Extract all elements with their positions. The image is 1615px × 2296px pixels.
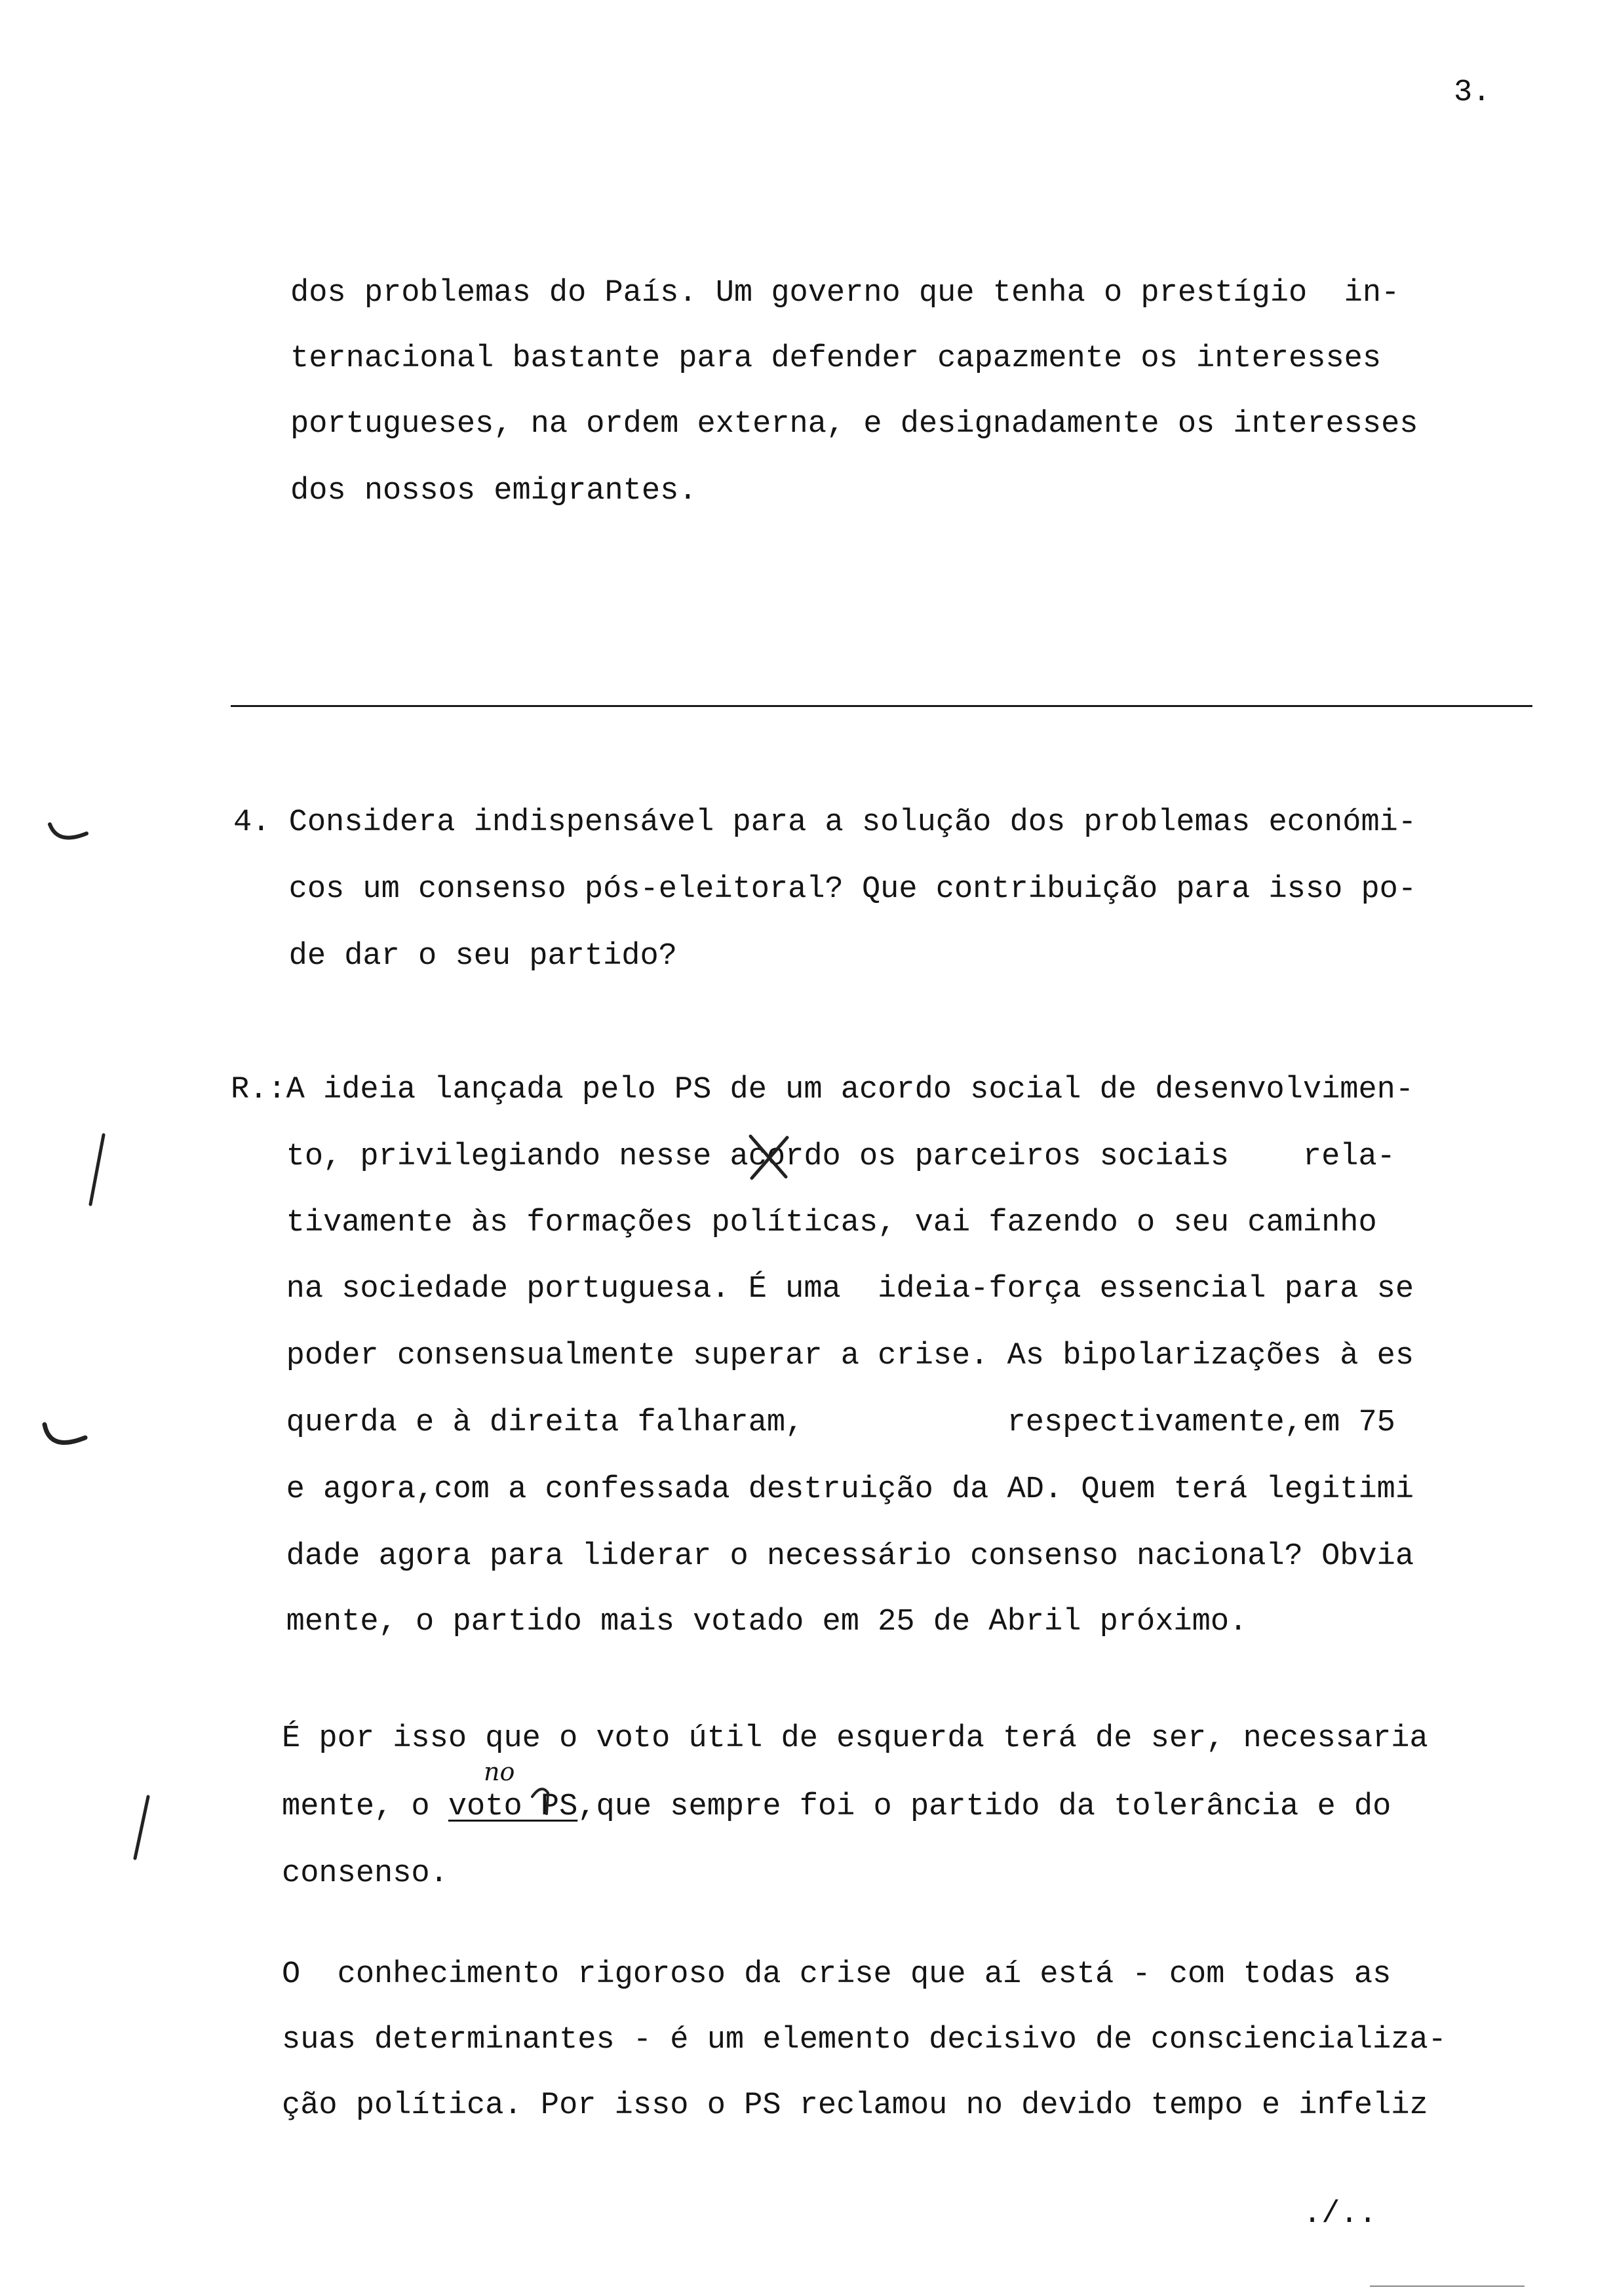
- text-line: tivamente às formações políticas, vai fazendo o seu caminho: [231, 1206, 1377, 1240]
- text-line: R.:A ideia lançada pelo PS de um acordo social de desenvolvimen-: [231, 1073, 1414, 1107]
- text-line: [282, 1791, 1391, 1822]
- section-divider: [231, 705, 1532, 707]
- text-line: suas determinantes - é um elemento decisivo de consciencializa-: [282, 2023, 1447, 2057]
- text-line: 4. Considera indispensável para a solução dos problemas económi-: [233, 805, 1417, 840]
- continuation-mark: ./..: [1303, 2197, 1377, 2232]
- handwritten-insert: no: [484, 1757, 515, 1786]
- text-line: ção política. Por isso o PS reclamou no devido tempo e infeliz: [282, 2088, 1428, 2123]
- text-fragment: ,que sempre foi o partido da tolerância e do: [577, 1789, 1391, 1824]
- text-line: de dar o seu partido?: [233, 939, 677, 974]
- text-line: dos problemas do País. Um governo que tenha o prestígio in-: [290, 276, 1400, 311]
- text-line: e agora,com a confessada destruição da AD. Quem terá legitimi: [231, 1472, 1414, 1507]
- strikethrough-x-icon: [743, 1131, 795, 1183]
- text-line: portugueses, na ordem externa, e designadamente os interesses: [290, 407, 1418, 442]
- text-line: cos um consenso pós-eleitoral? Que contribuição para isso po-: [233, 872, 1417, 907]
- insertion-caret-icon: [528, 1777, 555, 1816]
- margin-mark-curve-icon: [46, 819, 92, 852]
- text-line: mente, o partido mais votado em 25 de Abril próximo.: [231, 1605, 1248, 1639]
- text-line: to, privilegiando nesse acordo os parceiros sociais rela-: [231, 1139, 1395, 1174]
- text-line: poder consensualmente superar a crise. As bipolarizações à es: [231, 1339, 1414, 1373]
- text-fragment: mente, o: [282, 1789, 448, 1824]
- underlined-voto-ps: voto PS: [448, 1789, 578, 1824]
- text-line: dos nossos emigrantes.: [290, 474, 697, 508]
- margin-mark-slash-icon: [84, 1131, 110, 1210]
- footer-rule: [1370, 2286, 1525, 2287]
- text-line: querda e à direita falharam, respectivamente,em 75: [231, 1406, 1395, 1440]
- page-number: 3.: [1454, 75, 1491, 110]
- text-line: consenso.: [282, 1856, 448, 1891]
- text-line: na sociedade portuguesa. É uma ideia-força essencial para se: [231, 1272, 1414, 1307]
- text-line: dade agora para liderar o necessário consenso nacional? Obvia: [231, 1539, 1414, 1574]
- margin-mark-curve-icon: [39, 1415, 92, 1461]
- text-line: O conhecimento rigoroso da crise que aí está - com todas as: [282, 1957, 1391, 1992]
- text-line: É por isso que o voto útil de esquerda terá de ser, necessaria: [282, 1721, 1428, 1756]
- margin-mark-slash-icon: [127, 1793, 153, 1865]
- text-line: ternacional bastante para defender capazmente os interesses: [290, 341, 1382, 376]
